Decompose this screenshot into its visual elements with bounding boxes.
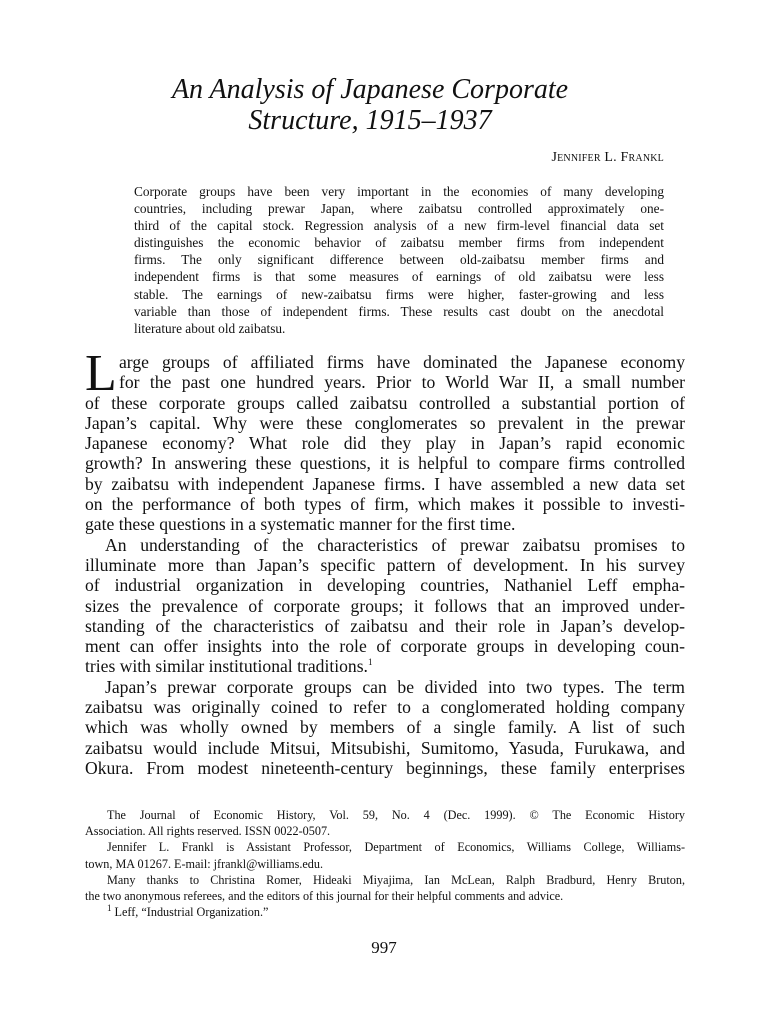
title-line-2: Structure, 1915–1937 <box>248 105 492 136</box>
footnote-1-text: Leff, “Industrial Organization.” <box>114 905 269 920</box>
abstract-line: independent firms is that some measures of earnings of old zaibatsu were less <box>134 269 664 285</box>
body-line: on the performance of both types of firm, which makes it possible to investi- <box>85 494 685 515</box>
body-line-text: tries with similar institutional traditions. <box>85 656 368 677</box>
body-line: Okura. From modest nineteenth-century beginnings, these family enterprises <box>85 757 685 778</box>
body-line: An understanding of the characteristics of prewar zaibatsu promises to <box>105 534 685 555</box>
abstract-line: distinguishes the economic behavior of zaibatsu member firms from independent <box>134 235 664 251</box>
abstract-line: third of the capital stock. Regression analysis of a new firm-level financial data set <box>134 218 664 234</box>
abstract-line: stable. The earnings of new-zaibatsu firms were higher, faster-growing and less <box>134 286 664 302</box>
body-line: zaibatsu was originally coined to refer to a conglomerated holding company <box>85 697 685 718</box>
body-line: zaibatsu would include Mitsui, Mitsubishi, Sumitomo, Yasuda, Furukawa, and <box>85 737 685 758</box>
body-line: which was wholly owned by members of a single family. A list of such <box>85 717 685 738</box>
author-name: Jennifer L. Frankl <box>551 150 664 165</box>
author-affiliation-cont: town, MA 01267. E-mail: jfrankl@williams.edu. <box>85 856 324 871</box>
body-line: gate these questions in a systematic manner for the first time. <box>85 514 516 535</box>
footnote-reference[interactable]: 1 <box>367 657 373 668</box>
body-line: of industrial organization in developing countries, Nathaniel Leff empha- <box>85 575 685 596</box>
body-line-with-note <box>85 656 685 676</box>
abstract <box>134 183 664 337</box>
footnotes <box>85 807 685 920</box>
body-line: sizes the prevalence of corporate groups; it follows that an improved under- <box>85 595 685 616</box>
journal-citation-cont: Association. All rights reserved. ISSN 0022-0507. <box>85 824 331 839</box>
abstract-line: countries, including prewar Japan, where zaibatsu controlled approximately one- <box>134 201 664 217</box>
body-line: Japan’s capital. Why were these conglomerates so prevalent in the prewar <box>85 412 685 433</box>
paragraph-3 <box>85 677 685 778</box>
acknowledgements-cont: the two anonymous referees, and the editors of this journal for their helpful comments and advice. <box>85 889 564 904</box>
drop-cap: L <box>85 345 117 402</box>
body-line: ment can offer insights into the role of corporate groups in developing coun- <box>85 636 685 657</box>
body-line: growth? In answering these questions, it is helpful to compare firms controlled <box>85 453 685 474</box>
article-title <box>90 74 650 136</box>
body-line: Japanese economy? What role did they play in Japan’s rapid economic <box>85 433 685 454</box>
body-line: by zaibatsu with independent Japanese firms. I have assembled a new data set <box>85 473 685 494</box>
paragraph-1 <box>85 345 685 535</box>
body-line: of these corporate groups called zaibatsu controlled a substantial portion of <box>85 392 685 413</box>
body-line: for the past one hundred years. Prior to World War II, a small number <box>119 372 685 393</box>
acknowledgements: Many thanks to Christina Romer, Hideaki Miyajima, Ian McLean, Ralph Bradburd, Henry Bruton, <box>107 872 685 887</box>
abstract-line: Corporate groups have been very important in the economies of many developing <box>134 184 664 199</box>
body-line: standing of the characteristics of zaibatsu and their role in Japan’s develop- <box>85 615 685 636</box>
body-line: arge groups of affiliated firms have dominated the Japanese economy <box>119 352 685 372</box>
abstract-line: variable than those of independent firms. These results cast doubt on the anecdotal <box>134 303 664 319</box>
paragraph-2 <box>85 535 685 677</box>
journal-citation: The Journal of Economic History, Vol. 59, No. 4 (Dec. 1999). © The Economic History <box>107 808 685 822</box>
body-line: Japan’s prewar corporate groups can be divided into two types. The term <box>105 676 685 697</box>
body-text <box>85 345 685 778</box>
body-line: illuminate more than Japan’s specific pattern of development. In his survey <box>85 554 685 575</box>
abstract-line: firms. The only significant difference between old-zaibatsu member firms and <box>134 252 664 268</box>
page-number: 997 <box>371 938 397 957</box>
author-affiliation: Jennifer L. Frankl is Assistant Professor, Department of Economics, Williams College, Williams- <box>107 840 685 855</box>
footnote-1 <box>85 904 685 920</box>
abstract-line: literature about old zaibatsu. <box>134 320 286 336</box>
footnote-1-mark: 1 <box>107 903 112 914</box>
title-line-1: An Analysis of Japanese Corporate <box>171 74 569 105</box>
